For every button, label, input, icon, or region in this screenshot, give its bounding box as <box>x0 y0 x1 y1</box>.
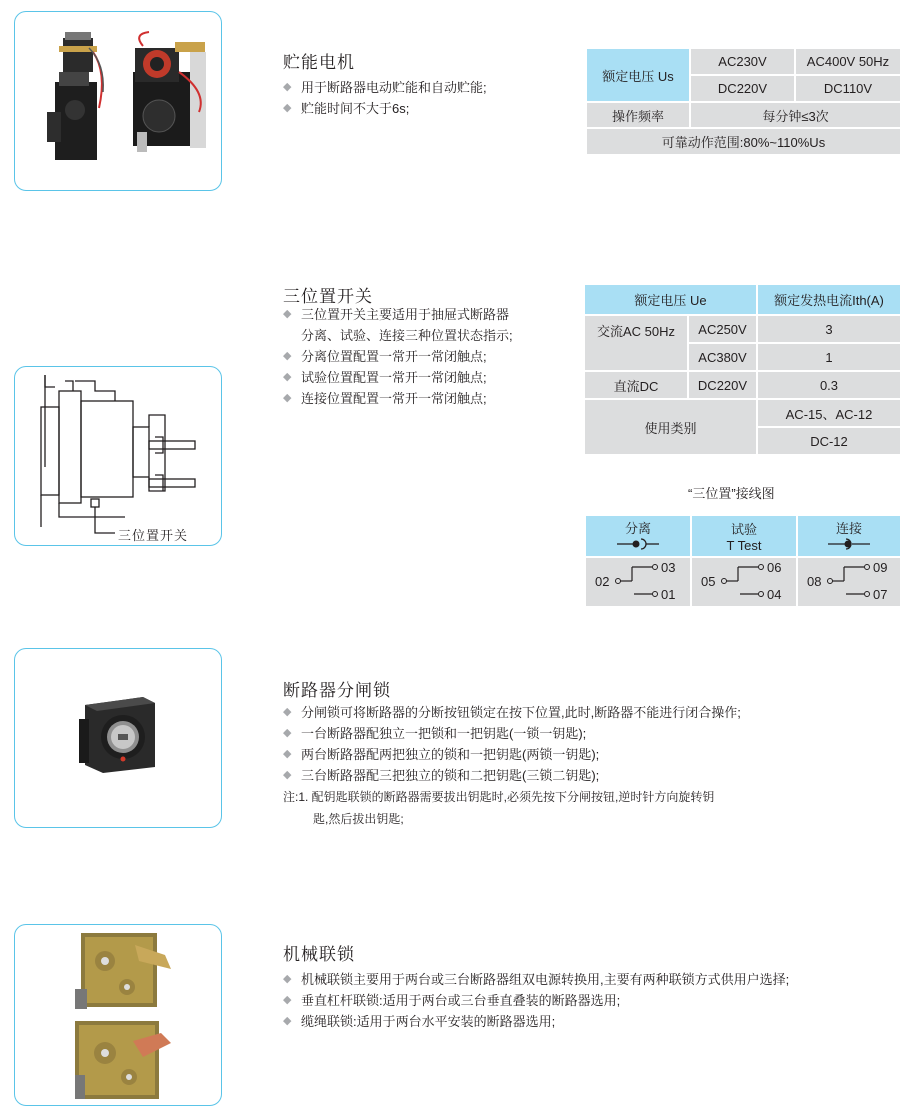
switch-diagram <box>15 367 221 545</box>
switch-voltage-header: 额定电压 Ue <box>585 285 756 314</box>
lock-bullet: ◆ 三台断路器配三把独立的锁和二把钥匙(三锁二钥匙); <box>283 765 741 786</box>
switch-bullet: ◆ 三位置开关主要适用于抽屉式断路器 <box>283 304 513 325</box>
interlock-title: 机械联锁 <box>283 945 355 964</box>
dc220-voltage: DC220V <box>689 372 756 398</box>
separate-position-symbol <box>613 537 663 551</box>
lock-image-box <box>14 648 222 828</box>
lock-note <box>283 786 714 830</box>
wiring-head-test <box>692 516 796 556</box>
voltage-dc220: DC220V <box>691 76 794 101</box>
interlock-bullets <box>283 969 789 1032</box>
switch-image-box <box>14 366 222 546</box>
motor-title: 贮能电机 <box>283 53 355 72</box>
category-dc: DC-12 <box>758 428 900 454</box>
wiring-head-connect <box>798 516 900 556</box>
terminal-05: 05 <box>701 574 716 589</box>
interlock-image-box <box>14 924 222 1106</box>
contact-symbol <box>826 560 876 604</box>
lock-note-line1: 注:1. 配钥匙联锁的断路器需要拔出钥匙时,必须先按下分闸按钮,逆时针方向旋转钥 <box>283 790 715 804</box>
lock-bullet: ◆ 两台断路器配两把独立的锁和一把钥匙(两锁一钥匙); <box>283 744 741 765</box>
switch-bullet: ◆ 分离位置配置一常开一常闭触点; <box>283 346 513 367</box>
terminal-01: 01 <box>661 587 676 602</box>
wiring-cell-separate <box>586 558 690 606</box>
switch-bullet: ◆ 试验位置配置一常开一常闭触点; <box>283 367 513 388</box>
switch-image-label: 三位置开关 <box>118 528 189 543</box>
dc-label: 直流DC <box>585 372 687 398</box>
wiring-diagram <box>584 514 902 608</box>
lock-title: 断路器分闸锁 <box>283 681 391 700</box>
switch-bullets <box>283 304 513 409</box>
motor-bullet: ◆ 贮能时间不大于6s; <box>283 98 487 119</box>
voltage-ac230: AC230V <box>691 49 794 74</box>
connect-position-symbol <box>824 537 874 551</box>
switch-title: 三位置开关 <box>283 287 373 306</box>
terminal-06: 06 <box>767 560 782 575</box>
ac250-voltage: AC250V <box>689 316 756 342</box>
interlock-bullet: ◆ 机械联锁主要用于两台或三台断路器组双电源转换用,主要有两种联锁方式供用户选择; <box>283 969 789 990</box>
wiring-caption: “三位置”接线图 <box>688 486 775 501</box>
wiring-head-separate <box>586 516 690 556</box>
motor-image-box <box>14 11 222 191</box>
motor-bullet: ◆ 用于断路器电动贮能和自动贮能; <box>283 77 487 98</box>
terminal-07: 07 <box>873 587 888 602</box>
wiring-label-separate: 分离 <box>624 521 651 536</box>
contact-symbol <box>614 560 664 604</box>
terminal-02: 02 <box>595 574 610 589</box>
lock-note-line2: 匙,然后拔出钥匙; <box>313 812 404 826</box>
lock-bullet: ◆ 一台断路器配独立一把锁和一把钥匙(一锁一钥匙); <box>283 723 741 744</box>
interlock-picture <box>15 925 221 1105</box>
terminal-08: 08 <box>807 574 822 589</box>
ac-label: 交流AC 50Hz <box>585 316 687 370</box>
lock-bullet: ◆ 分闸锁可将断路器的分断按钮锁定在按下位置,此时,断路器不能进行闭合操作; <box>283 702 741 723</box>
motor-spec-table <box>585 47 902 156</box>
frequency-label: 操作频率 <box>587 103 689 127</box>
operating-range: 可靠动作范围:80%~110%Us <box>587 129 900 154</box>
wiring-cell-connect <box>798 558 900 606</box>
ac250-current: 3 <box>758 316 900 342</box>
terminal-03: 03 <box>661 560 676 575</box>
ac380-voltage: AC380V <box>689 344 756 370</box>
interlock-bullet: ◆ 垂直杠杆联锁:适用于两台或三台垂直叠装的断路器选用; <box>283 990 789 1011</box>
terminal-09: 09 <box>873 560 888 575</box>
switch-spec-table <box>583 283 902 456</box>
wiring-label-test: 试验 <box>730 522 757 537</box>
wiring-sub-test: T Test <box>726 538 762 553</box>
frequency-value: 每分钟≤3次 <box>691 103 900 127</box>
wiring-label-connect: 连接 <box>835 521 862 536</box>
lock-picture <box>15 649 221 827</box>
category-label: 使用类别 <box>585 400 756 454</box>
category-ac: AC-15、AC-12 <box>758 400 900 426</box>
interlock-bullet: ◆ 缆绳联锁:适用于两台水平安装的断路器选用; <box>283 1011 789 1032</box>
contact-symbol <box>720 560 770 604</box>
switch-bullet-continuation: 分离、试验、连接三种位置状态指示; <box>301 328 513 343</box>
voltage-dc110: DC110V <box>796 76 900 101</box>
lock-bullets <box>283 702 741 786</box>
motor-bullets <box>283 77 487 119</box>
voltage-ac400: AC400V 50Hz <box>796 49 900 74</box>
wiring-cell-test <box>692 558 796 606</box>
terminal-04: 04 <box>767 587 782 602</box>
ac380-current: 1 <box>758 344 900 370</box>
switch-bullet: ◆ 连接位置配置一常开一常闭触点; <box>283 388 513 409</box>
motor-picture <box>15 12 221 190</box>
switch-current-header: 额定发热电流Ith(A) <box>758 285 900 314</box>
voltage-label: 额定电压 Us <box>587 49 689 101</box>
dc220-current: 0.3 <box>758 372 900 398</box>
